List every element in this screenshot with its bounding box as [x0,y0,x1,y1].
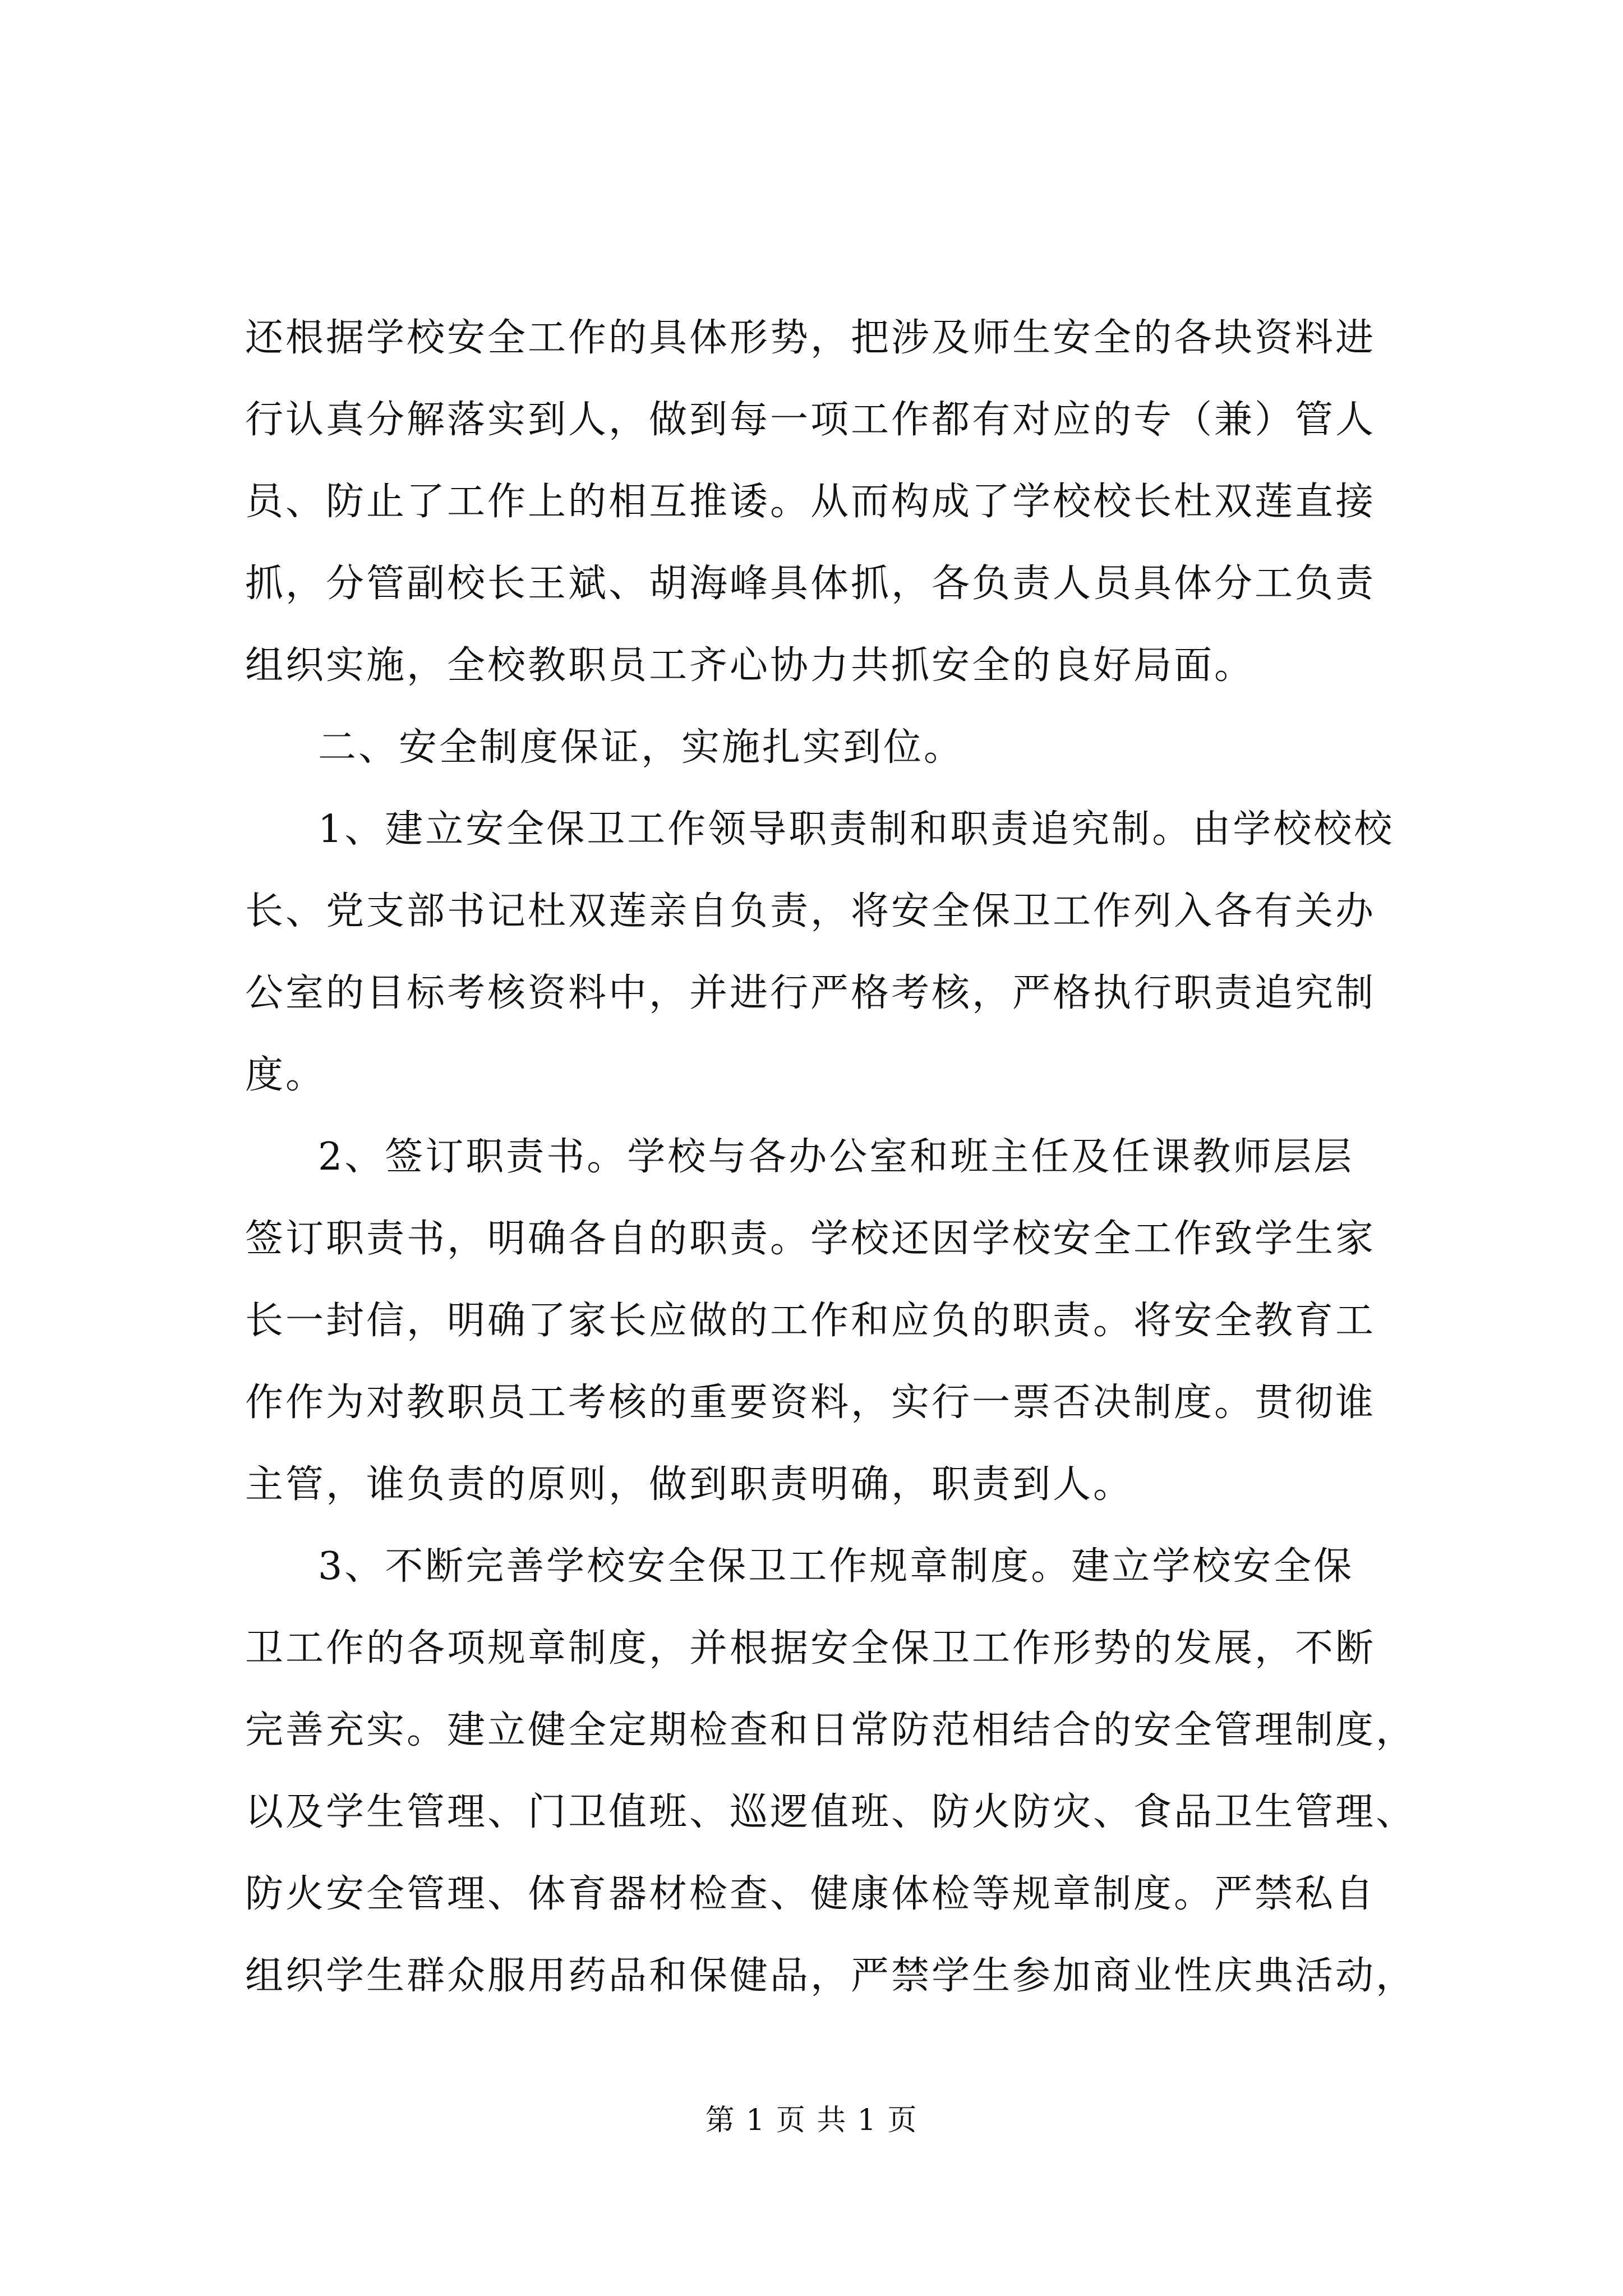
page-number-footer: 第 1 页 共 1 页 [705,2104,918,2137]
text-line: 主管，谁负责的原则，做到职责明确，职责到人。 [245,1462,1134,1507]
text-line: 防火安全管理、体育器材检查、健康体检等规章制度。严禁私自 [245,1872,1376,1916]
text-line: 3、不断完善学校安全保卫工作规章制度。建立学校安全保 [318,1544,1354,1589]
text-line: 签订职责书，明确各自的职责。学校还因学校安全工作致学生家 [245,1217,1376,1261]
text-line: 以及学生管理、门卫值班、巡逻值班、防火防灾、食品卫生管理、 [245,1790,1417,1834]
text-line: 卫工作的各项规章制度，并根据安全保卫工作形势的发展，不断 [245,1626,1376,1671]
text-line: 完善充实。建立健全定期检查和日常防范相结合的安全管理制度， [245,1708,1417,1752]
text-line: 度。 [245,1053,326,1097]
text-line: 作作为对教职员工考核的重要资料，实行一票否决制度。贯彻谁 [245,1381,1376,1425]
text-line: 员、防止了工作上的相互推诿。从而构成了学校校长杜双莲直接 [245,480,1376,524]
text-line: 长、党支部书记杜双莲亲自负责，将安全保卫工作列入各有关办 [245,889,1376,933]
text-line: 1、建立安全保卫工作领导职责制和职责追究制。由学校校校 [318,807,1395,852]
document-body [245,297,1423,2017]
section-heading: 二、安全制度保证，实施扎实到位。 [318,725,965,770]
text-line: 公室的目标考核资料中，并进行严格考核，严格执行职责追究制 [245,971,1376,1015]
text-line: 2、签订职责书。学校与各办公室和班主任及任课教师层层 [318,1135,1354,1179]
text-line: 长一封信，明确了家长应做的工作和应负的职责。将安全教育工 [245,1299,1376,1343]
text-line: 组织学生群众服用药品和保健品，严禁学生参加商业性庆典活动， [245,1954,1417,1998]
text-line: 行认真分解落实到人，做到每一项工作都有对应的专（兼）管人 [245,398,1376,442]
text-line: 抓，分管副校长王斌、胡海峰具体抓，各负责人员具体分工负责 [245,562,1376,606]
text-line: 还根据学校安全工作的具体形势，把涉及师生安全的各块资料进 [245,316,1376,360]
text-line: 组织实施，全校教职员工齐心协力共抓安全的良好局面。 [245,643,1255,688]
